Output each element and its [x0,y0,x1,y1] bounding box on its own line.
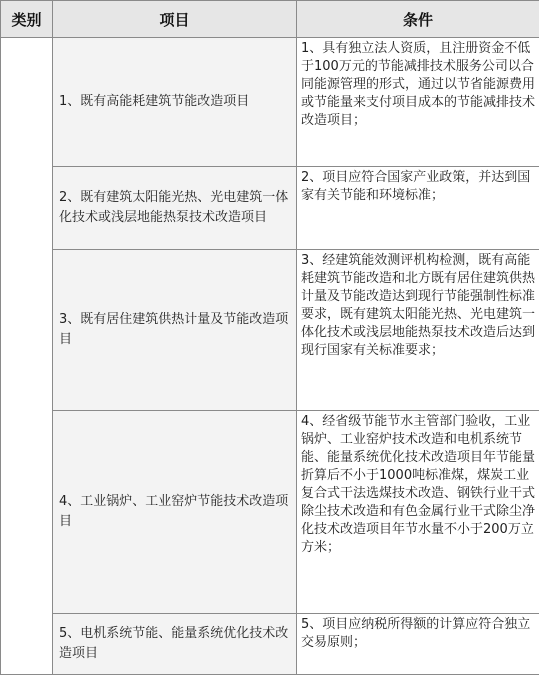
condition-cell: 3、经建筑能效测评机构检测，既有高能耗建筑节能改造和北方既有居住建筑供热计量及节能改造达到现行节能强制性标准要求，既有建筑太阳能光热、光电建筑一体化技术或浅层地能热泵技术改造后达到现行国家有关标准要求； [297,250,539,411]
item-cell: 4、工业锅炉、工业窑炉节能技术改造项目 [53,411,297,614]
table-row [1,614,539,675]
table-header-row [1,1,539,38]
table-row [1,250,539,411]
item-cell: 5、电机系统节能、能量系统优化技术改造项目 [53,614,297,675]
header-item: 项目 [53,1,297,38]
item-cell: 1、既有高能耗建筑节能改造项目 [53,38,297,167]
condition-cell: 2、项目应符合国家产业政策，并达到国家有关节能和环境标准； [297,167,539,250]
condition-cell: 4、经省级节能节水主管部门验收，工业锅炉、工业窑炉技术改造和电机系统节能、能量系统优化技术改造项目年节能量折算后不小于1000吨标准煤，煤炭工业复合式干法选煤技术改造、钢铁行业干式除尘技术改造和有色金属行业干式除尘净化技术改造项目年节水量不小于200万立方米； [297,411,539,614]
item-cell: 3、既有居住建筑供热计量及节能改造项目 [53,250,297,411]
table-row [1,167,539,250]
category-cell [1,38,53,675]
item-cell: 2、既有建筑太阳能光热、光电建筑一体化技术或浅层地能热泵技术改造项目 [53,167,297,250]
table-row [1,38,539,167]
condition-cell: 1、具有独立法人资质，且注册资金不低于100万元的节能减排技术服务公司以合同能源管理的形式，通过以节省能源费用或节能量来支付项目成本的节能减排技术改造项目； [297,38,539,167]
header-category: 类别 [1,1,53,38]
condition-cell: 5、项目应纳税所得额的计算应符合独立交易原则； [297,614,539,675]
header-condition: 条件 [297,1,539,38]
table-row [1,411,539,614]
